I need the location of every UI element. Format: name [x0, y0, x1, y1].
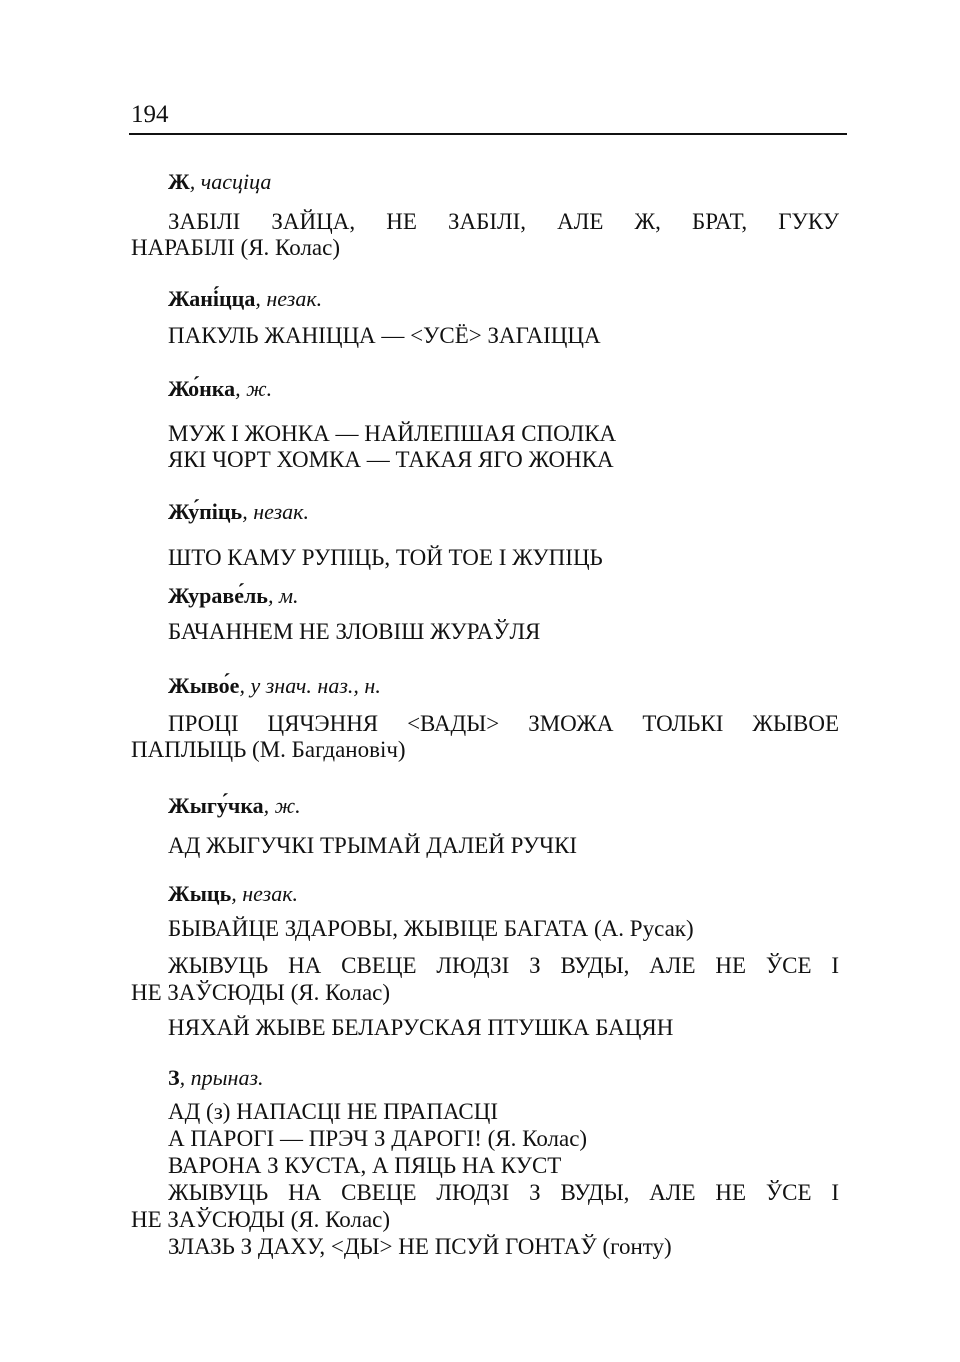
headword: Жо́нка: [168, 376, 236, 401]
example-line: АД ЖЫГУЧКІ ТРЫМАЙ ДАЛЕЙ РУЧКІ: [168, 833, 578, 858]
grammar-note: , ж.: [263, 793, 301, 818]
grammar-note: , незак.: [255, 286, 323, 311]
grammar-note: , часціца: [189, 169, 272, 194]
example-line: НЯХАЙ ЖЫВЕ БЕЛАРУСКАЯ ПТУШКА БАЦЯН: [168, 1015, 674, 1040]
example-line: ЯКІ ЧОРТ ХОМКА — ТАКАЯ ЯГО ЖОНКА: [168, 447, 614, 472]
entry-headword: [168, 792, 301, 820]
example-line: НЕ ЗАЎСЮДЫ (Я. Колас): [131, 980, 391, 1005]
grammar-note: , прыназ.: [179, 1065, 264, 1090]
example-line: ПРОЦІ ЦЯЧЭННЯ <ВАДЫ> ЗМОЖА ТОЛЬКІ ЖЫВОЕ: [168, 711, 839, 736]
grammar-note: , у знач. наз., н.: [239, 673, 381, 698]
example-line: ЖЫВУЦЬ НА СВЕЦЕ ЛЮДЗІ З ВУДЫ, АЛЕ НЕ ЎСЕ І: [168, 1180, 839, 1205]
headword: З: [168, 1065, 180, 1090]
page-number: 194: [131, 101, 169, 128]
entry-headword: [168, 168, 271, 196]
example-line: БАЧАННЕМ НЕ ЗЛОВІШ ЖУРАЎЛЯ: [168, 619, 541, 644]
headword: Ж: [168, 169, 190, 194]
headword: Жу́піць: [168, 499, 243, 524]
example-line: БЫВАЙЦЕ ЗДАРОВЫ, ЖЫВІЦЕ БАГАТА (А. Русак): [168, 916, 694, 941]
entry-headword: [168, 672, 381, 700]
example-line: МУЖ І ЖОНКА — НАЙЛЕПШАЯ СПОЛКА: [168, 421, 617, 446]
example-line: ЗАБІЛІ ЗАЙЦА, НЕ ЗАБІЛІ, АЛЕ Ж, БРАТ, ГУКУ: [168, 209, 839, 234]
headword: Жыць: [168, 881, 232, 906]
example-line: НЕ ЗАЎСЮДЫ (Я. Колас): [131, 1207, 391, 1232]
example-line: А ПАРОГІ — ПРЭЧ З ДАРОГІ! (Я. Колас): [168, 1126, 588, 1151]
example-line: ПАПЛЫЦЬ (М. Багдановіч): [131, 737, 406, 762]
entry-headword: [168, 1064, 264, 1092]
grammar-note: , м.: [267, 583, 299, 608]
entry-headword: [168, 375, 272, 403]
example-line: ЗЛАЗЬ З ДАХУ, <ДЫ> НЕ ПСУЙ ГОНТАЎ (гонту): [168, 1234, 672, 1259]
grammar-note: , незак.: [231, 881, 299, 906]
entry-headword: [168, 582, 298, 610]
example-line: АД (з) НАПАСЦІ НЕ ПРАПАСЦІ: [168, 1099, 499, 1124]
grammar-note: , ж.: [235, 376, 273, 401]
headword: Жыво́е: [168, 673, 240, 698]
example-line: ВАРОНА З КУСТА, А ПЯЦЬ НА КУСТ: [168, 1153, 562, 1178]
example-line: ЖЫВУЦЬ НА СВЕЦЕ ЛЮДЗІ З ВУДЫ, АЛЕ НЕ ЎСЕ І: [168, 953, 839, 978]
grammar-note: , незак.: [242, 499, 309, 524]
example-line: ПАКУЛЬ ЖАНІЦЦА — <УСЁ> ЗАГАІЦЦА: [168, 323, 601, 348]
example-line: НАРАБІЛІ (Я. Колас): [131, 235, 340, 260]
headword: Жураве́ль: [168, 583, 268, 608]
headword: Жыгу́чка: [168, 793, 264, 818]
entry-headword: [168, 285, 322, 313]
headword: Жані́цца: [168, 286, 256, 311]
example-line: ШТО КАМУ РУПІЦЬ, ТОЙ ТОЕ І ЖУПІЦЬ: [168, 545, 603, 570]
header-rule: [129, 133, 847, 135]
entry-headword: [168, 498, 309, 526]
entry-headword: [168, 880, 298, 908]
